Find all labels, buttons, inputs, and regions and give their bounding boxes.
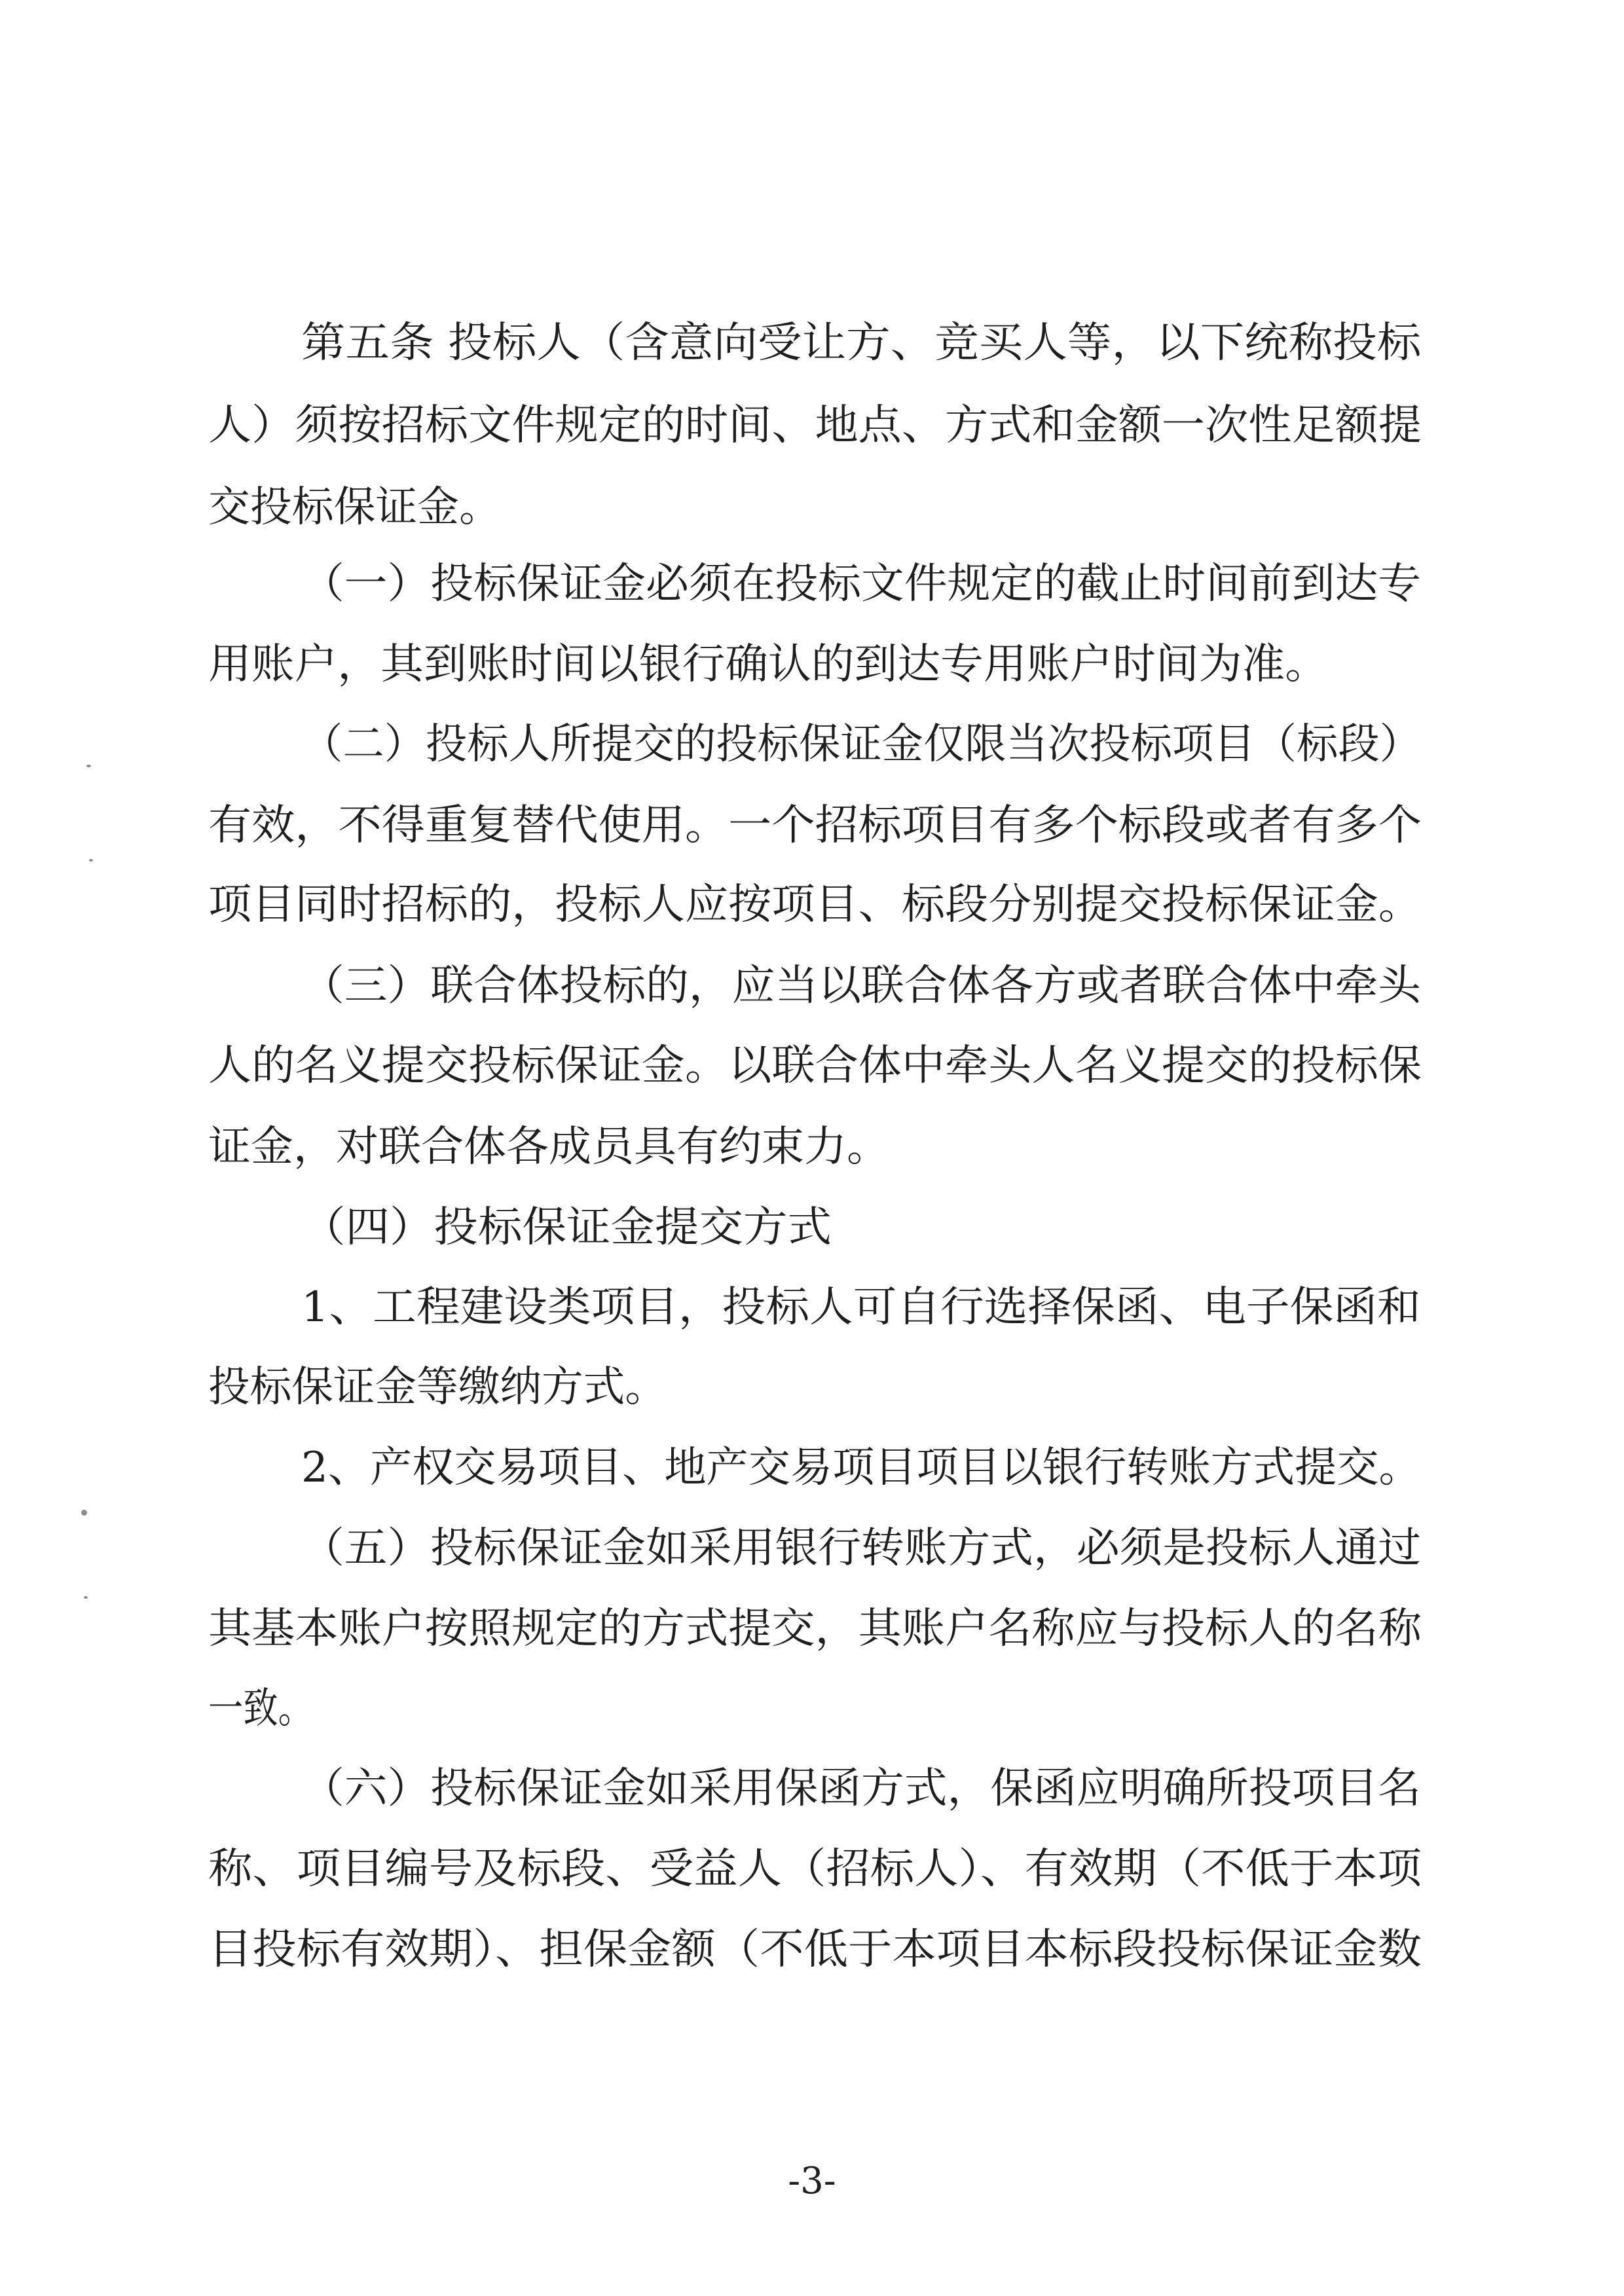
page-number: -3- (788, 2160, 836, 2202)
text-line-11: 证金，对联合体各成员具有约束力。 (208, 1123, 889, 1171)
text-line-18: 一致。 (208, 1685, 313, 1733)
text-line-10: 人的名义提交投标保证金。以联合体中牵头人名义提交的投标保 (208, 1042, 1422, 1090)
text-line-16: （五）投标保证金如采用银行转账方式，必须是投标人通过 (301, 1524, 1421, 1573)
scan-speck (84, 1596, 88, 1599)
scan-speck (81, 1510, 87, 1516)
text-line-13: 1、工程建设类项目，投标人可自行选择保函、电子保函和 (301, 1283, 1421, 1332)
scan-speck (86, 765, 91, 767)
text-line-5: 用账户，其到账时间以银行确认的到达专用账户时间为准。 (208, 640, 1329, 689)
text-line-2: 人）须按招标文件规定的时间、地点、方式和金额一次性足额提 (208, 401, 1422, 450)
text-line-15: 2、产权交易项目、地产交易项目项目以银行转账方式提交。 (301, 1444, 1421, 1492)
text-line-3: 交投标保证金。 (208, 483, 501, 532)
scan-speck (89, 859, 93, 862)
text-line-4: （一）投标保证金必须在投标文件规定的截止时间前到达专 (301, 560, 1421, 608)
text-line-14: 投标保证金等缴纳方式。 (208, 1363, 667, 1412)
text-line-8: 项目同时招标的，投标人应按项目、标段分别提交投标保证金。 (208, 881, 1422, 929)
text-line-7: 有效，不得重复替代使用。一个招标项目有多个标段或者有多个 (208, 801, 1422, 850)
text-line-21: 目投标有效期）、担保金额（不低于本项目本标段投标保证金数 (208, 1925, 1422, 1974)
text-line-12: （四）投标保证金提交方式 (301, 1203, 832, 1252)
text-line-17: 其基本账户按照规定的方式提交，其账户名称应与投标人的名称 (208, 1605, 1422, 1653)
text-line-1: 第五条 投标人（含意向受让方、竞买人等，以下统称投标 (301, 319, 1422, 367)
text-line-20: 称、项目编号及标段、受益人（招标人）、有效期（不低于本项 (208, 1845, 1422, 1893)
text-line-19: （六）投标保证金如采用保函方式，保函应明确所投项目名 (301, 1764, 1421, 1813)
text-line-6: （二）投标人所提交的投标保证金仅限当次投标项目（标段） (301, 720, 1421, 769)
text-line-9: （三）联合体投标的，应当以联合体各方或者联合体中牵头 (301, 962, 1421, 1010)
